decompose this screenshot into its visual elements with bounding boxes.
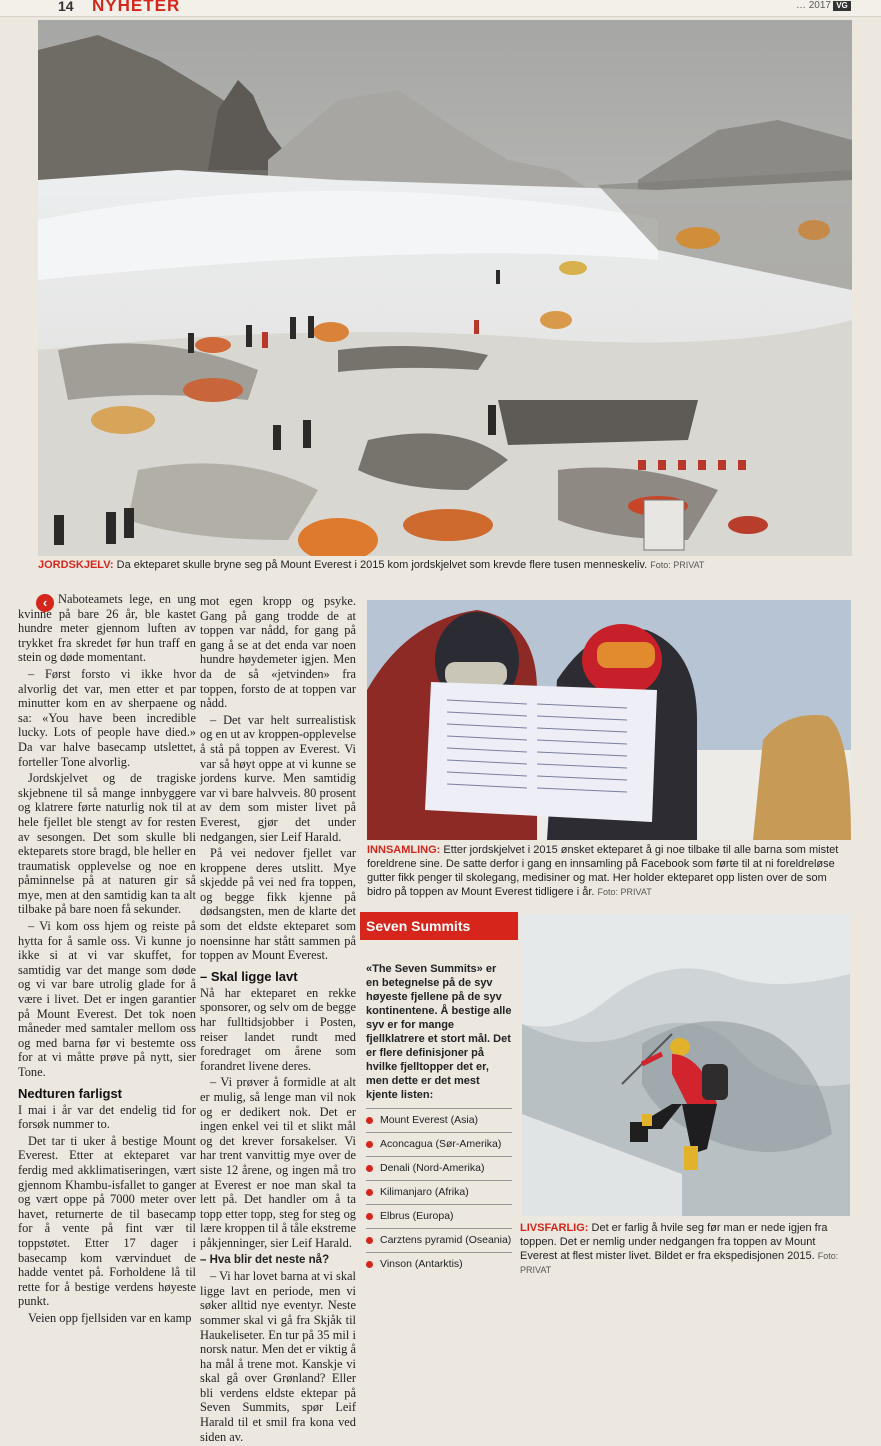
caption-label: LIVSFARLIG: xyxy=(520,1222,589,1234)
bullet-icon xyxy=(366,1117,373,1124)
seven-summits-factbox xyxy=(360,912,518,1276)
page-header xyxy=(0,0,881,17)
paragraph: – Først forsto vi ikke hvor alvorlig det var, men etter et par minutter kom en av sherpaene og sa: «You have been incredible lucky. Lots of people have died.» Da var halve basecamp utslettet, forteller Tone alvorlig. xyxy=(18,666,196,769)
climber-caption xyxy=(520,1221,852,1277)
summit-list-caption xyxy=(367,843,851,899)
photo-credit: Foto: PRIVAT xyxy=(650,560,705,570)
paragraph: Det tar ti uker å bestige Mount Everest. Etter at ekteparet var ferdig med akklimatiseringen, vært gjennom Khambu-isfallet to ganger og vært oppe på 7000 meter over havet, returnerte de til basecamp for å vente på fint vær til toppstøtet. Etter 17 dager i basecamp kom værvinduet de hadde ventet på. Forholdene lå til rette for å bestige verdens høyeste punkt. xyxy=(18,1133,196,1309)
paragraph: – Vi prøver å formidle at alt er mulig, så lenge man vil nok og er dedikert nok. Det er ingen enkel vei til et slikt mål og det krever forsakelser. Vi har trent vanvittig mye over de siste 12 årene, og ingen må tro at Everest er noe man skal ta lett på. Det handler om å ta topp etter topp, steg for steg og lære kroppen til å tåle ekstreme påkjenninger, sier Leif Harald. xyxy=(200,1075,356,1250)
paragraph: Veien opp fjellsiden var en kamp xyxy=(28,1310,192,1325)
continued-arrow-icon: ‹ xyxy=(36,594,54,612)
question: – Hva blir det neste nå? xyxy=(200,1253,330,1266)
list-item: Kilimanjaro (Afrika) xyxy=(366,1180,512,1204)
caption-text: Det er farlig å hvile seg før man er nede igjen fra toppen. Det er nemlig under nedgangen fra toppen av Mount Everest at flest mister livet. Bildet er fra ekspedisjonen 2015. xyxy=(520,1222,828,1262)
article-column-1 xyxy=(18,592,196,1328)
section-title: NYHETER xyxy=(92,0,181,15)
paragraph: Naboteamets lege, en ung kvinne på bare 26 år, ble kastet hundre meter gjennom luften av trykket fra skredet før hun traff en stein og døde momentant. xyxy=(18,592,196,665)
list-item: Denali (Nord-Amerika) xyxy=(366,1156,512,1180)
bullet-icon xyxy=(366,1189,373,1196)
paragraph: – Vi har lovet barna at vi skal ligge lavt en periode, men vi søker alltid nye eventyr. Neste sommer skal vi gå fra Skjåk til Haukeliseter. En tur på 35 mil i norsk natur. Men det er viktig å ha mål å trene mot. Kanskje vi skal gå over Grønland? Eller bli verdens eldste ektepar på Seven Summits, spør Leif Harald til et smil fra kona ved siden av. xyxy=(200,1269,356,1444)
bullet-icon xyxy=(366,1141,373,1148)
factbox-intro: «The Seven Summits» er en betegnelse på de syv høyeste fjellene på de syv kontinentene. Å bestige alle syv er for mange fjellklatrere et stort mål. Det er flere definisjoner på hvilke fjelltopper det er, men dette er det mest kjente listen: xyxy=(366,963,512,1101)
paragraph: – Vi kom oss hjem og reiste på hytta for å samle oss. Vi kunne jo ikke si at vi var skuffet, for samtidig var det mange som døde og vi var bare utrolig glade for å være i livet. Det er ingen garantier på Mount Everest. Det tok noen måneder med samtaler mellom oss og med barna før vi bestemte oss for at vi måtte prøve på nytt, sier Tone. xyxy=(18,919,196,1079)
paragraph: På vei nedover fjellet var kroppene deres utslitt. Mye skjedde på vei ned fra toppen, og begge fikk kjenne på dødsangsten, men de klarte det som det eldste ekteparet som noensinne har stått sammen på toppen av Mount Everest. xyxy=(200,846,356,963)
list-item: Carztens pyramid (Oseania) xyxy=(366,1228,512,1252)
summit-list-illustration xyxy=(367,600,851,840)
list-item: Aconcagua (Sør-Amerika) xyxy=(366,1132,512,1156)
caption-label: JORDSKJELV: xyxy=(38,559,114,571)
climber-illustration xyxy=(522,914,850,1216)
caption-label: INNSAMLING: xyxy=(367,844,441,856)
summit-list xyxy=(360,1108,518,1276)
caption-text: Etter jordskjelvet i 2015 ønsket ekteparet å gi noe tilbake til alle barna som mistet foreldrene sine. De satte derfor i gang en innsamling på Facebook som førte til at ni foreldreløse gutter fikk penger til skolegang, medisiner og mat. Her holder ekteparet opp listen over de som bidro på toppen av Mount Everest tidligere i år. xyxy=(367,844,839,898)
photo-credit: Foto: PRIVAT xyxy=(520,1251,839,1275)
article-column-2 xyxy=(200,594,356,1446)
climber-photo xyxy=(522,914,850,1216)
newspaper-logo: VG xyxy=(833,1,851,11)
paragraph: – Det var helt surrealistisk og en ut av kroppen-opplevelse å stå på toppen av Everest. Vi var så høyt oppe at vi kunne se jordens kurve. Men samtidig var vi bare halvveis. 80 prosent av dem som mister livet på Everest, gjør det under nedgangen, sier Leif Harald. xyxy=(200,712,356,844)
main-photo-basecamp xyxy=(38,20,852,556)
subheading: – Skal ligge lavt xyxy=(200,968,298,984)
paragraph: mot egen kropp og psyke. Gang på gang trodde de at toppen var nådd, for gang på gang å se at det enda var noen hundre høydemeter igjen. Men da de så «jetvinden» fra toppen, forsto de at toppen var nådd. xyxy=(200,594,356,711)
main-photo-caption xyxy=(38,558,852,572)
list-item: Mount Everest (Asia) xyxy=(366,1108,512,1132)
paragraph: Nå har ekteparet en rekke sponsorer, og selv om de begge har fulltidsjobber i Posten, reiser landet rundt med foredraget om årene som forandret livene deres. xyxy=(200,985,356,1073)
paragraph: I mai i år var det endelig tid for forsøk nummer to. xyxy=(18,1102,196,1132)
bullet-icon xyxy=(366,1237,373,1244)
list-item: Vinson (Antarktis) xyxy=(366,1252,512,1276)
factbox-title: Seven Summits xyxy=(360,912,518,940)
paragraph: Jordskjelvet og de tragiske skjebnene til så mange innbyggere og klatrere førte naturlig nok til at hele fjellet ble stengt av for resten av sesongen. Det som skulle bli ekteparets store bragd, ble heller en traumatisk opplevelse og noe en påminnelse på at naturen gir så mye, men at den samtidig kan ta alt tilbake på bare noen få sekunder. xyxy=(18,771,196,917)
bullet-icon xyxy=(366,1165,373,1172)
basecamp-illustration xyxy=(38,20,852,556)
page-number: 14 xyxy=(58,0,74,14)
photo-credit: Foto: PRIVAT xyxy=(597,887,652,897)
bullet-icon xyxy=(366,1213,373,1220)
summit-list-photo xyxy=(367,600,851,840)
list-item: Elbrus (Europa) xyxy=(366,1204,512,1228)
caption-text: Da ekteparet skulle bryne seg på Mount Everest i 2015 kom jordskjelvet som krevde flere tusen menneskeliv. xyxy=(113,559,648,571)
issue-date: … 2017 xyxy=(795,0,831,11)
bullet-icon xyxy=(366,1261,373,1268)
subheading: Nedturen farligst xyxy=(18,1085,123,1101)
